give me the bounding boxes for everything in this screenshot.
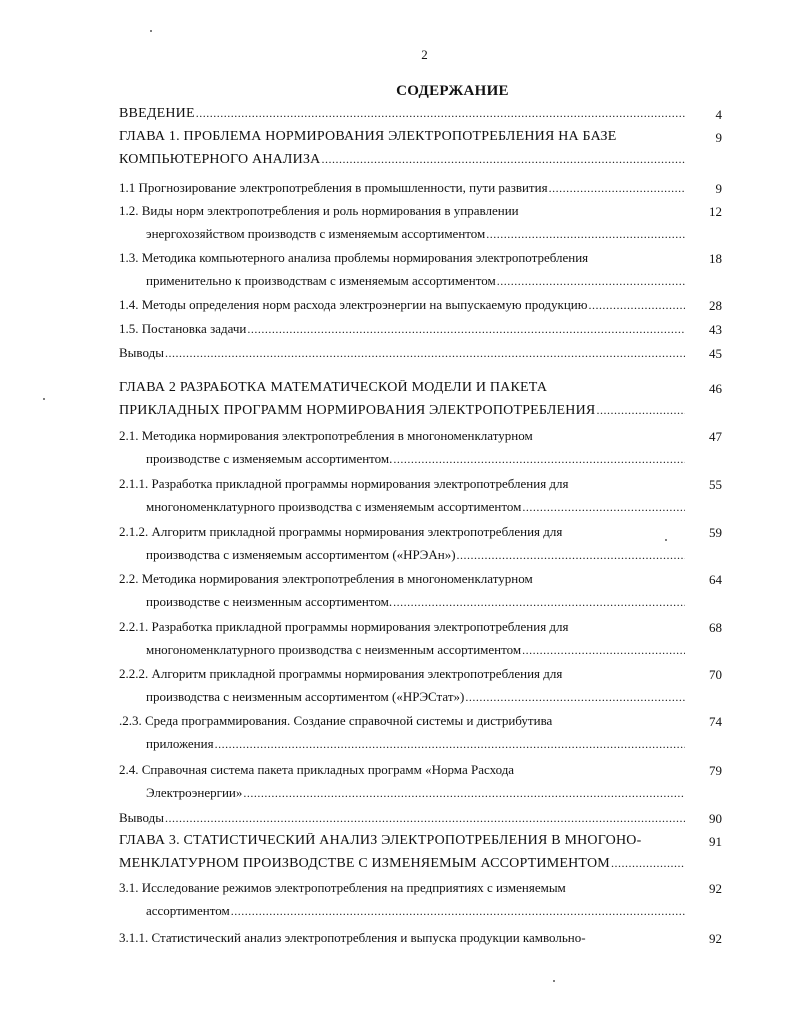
toc-entry-line: [119, 856, 685, 876]
dot-leader: [464, 690, 685, 705]
toc-entry-line: [119, 297, 685, 317]
toc-entry-line: [146, 499, 685, 519]
toc-entry-line: [146, 273, 685, 293]
page-number: 2: [421, 47, 428, 62]
toc-entry-text: ГЛАВА 1. ПРОБЛЕМА НОРМИРОВАНИЯ ЭЛЕКТРОПОТРЕБЛЕНИЯ НА БАЗЕ: [119, 129, 617, 144]
toc-entry-text: Выводы: [119, 810, 164, 825]
dot-leader: [485, 227, 685, 242]
toc-page-number: 59: [709, 525, 722, 540]
toc-page-number: 92: [709, 931, 722, 946]
toc-entry-text: 2.1.1. Разработка прикладной программы нормирования электропотребления для: [119, 476, 569, 491]
toc-entry-text: 2.2. Методика нормирования электропотребления в многономенклатурном: [119, 571, 533, 586]
scan-speck: [43, 398, 45, 400]
toc-entry-text: производстве с неизменным ассортиментом.: [146, 594, 393, 609]
dot-leader: [587, 298, 685, 313]
toc-page-number: 12: [709, 204, 722, 219]
dot-leader: [230, 904, 685, 919]
toc-entry-line: [146, 547, 685, 567]
toc-entry-text: производстве с изменяемым ассортиментом.: [146, 451, 393, 466]
dot-leader: [595, 403, 685, 418]
toc-page-number: 64: [709, 572, 722, 587]
toc-page-number: 4: [715, 107, 722, 122]
scan-speck: [665, 539, 667, 541]
toc-entry-text: 1.2. Виды норм электропотребления и роль нормирования в управлении: [119, 203, 519, 218]
toc-entry-line: [119, 428, 685, 448]
toc-page-number: 9: [715, 130, 722, 145]
toc-page-number: 55: [709, 477, 722, 492]
toc-page-number: 91: [709, 834, 722, 849]
toc-page-number: 74: [709, 714, 722, 729]
toc-entry-text: Выводы: [119, 345, 164, 360]
toc-page-number: 28: [709, 298, 722, 313]
toc-entry-text: 2.1. Методика нормирования электропотребления в многономенклатурном: [119, 428, 533, 443]
toc-entry-line: [119, 250, 685, 270]
toc-page-number: 9: [715, 181, 722, 196]
toc-page-number: 47: [709, 429, 722, 444]
toc-entry-text: применительно к производствам с изменяемым ассортиментом: [146, 273, 496, 288]
toc-entry-line: [146, 226, 685, 246]
toc-page-number: 90: [709, 811, 722, 826]
toc-page-number: 46: [709, 381, 722, 396]
toc-entry-text: ВВЕДЕНИЕ: [119, 106, 195, 121]
toc-entry-line: [119, 833, 685, 853]
toc-entry-line: [119, 762, 685, 782]
dot-leader: [164, 346, 685, 361]
toc-page-number: 18: [709, 251, 722, 266]
page-title: СОДЕРЖАНИЕ: [396, 83, 509, 99]
toc-page-number: 43: [709, 322, 722, 337]
toc-entry-line: [146, 642, 685, 662]
toc-entry-text: многономенклатурного производства с неизменным ассортиментом: [146, 642, 522, 657]
toc-page-number: 70: [709, 667, 722, 682]
toc-entry-text: 1.1 Прогнозирование электропотребления в промышленности, пути развития: [119, 180, 548, 195]
dot-leader: [392, 595, 685, 610]
toc-entry-line: [119, 713, 685, 733]
toc-entry-line: [119, 571, 685, 591]
toc-entry-text: 2.4. Справочная система пакета прикладных программ «Норма Расхода: [119, 762, 515, 777]
dot-leader: [496, 274, 685, 289]
toc-entry-line: [119, 403, 685, 423]
toc-entry-line: [119, 666, 685, 686]
toc-entry-line: [119, 203, 685, 223]
toc-entry-text: 2.2.1. Разработка прикладной программы нормирования электропотребления для: [119, 619, 569, 634]
toc-entry-line: [146, 451, 685, 471]
toc-entry-line: [119, 930, 685, 950]
toc-entry-text: ГЛАВА 2 РАЗРАБОТКА МАТЕМАТИЧЕСКОЙ МОДЕЛИ И ПАКЕТА: [119, 380, 548, 395]
toc-entry-text: ассортиментом: [146, 903, 230, 918]
toc-entry-line: [119, 476, 685, 496]
toc-entry-text: производства с неизменным ассортиментом («НРЭСтат»): [146, 689, 465, 704]
toc-entry-line: [119, 380, 685, 400]
dot-leader: [214, 737, 685, 752]
toc-page-number: 79: [709, 763, 722, 778]
toc-entry-text: ПРИКЛАДНЫХ ПРОГРАММ НОРМИРОВАНИЯ ЭЛЕКТРОПОТРЕБЛЕНИЯ: [119, 403, 596, 418]
dot-leader: [320, 152, 685, 167]
dot-leader: [242, 786, 685, 801]
toc-entry-text: 2.2.2. Алгоритм прикладной программы нормирования электропотребления для: [119, 666, 563, 681]
dot-leader: [164, 811, 685, 826]
toc-entry-text: 3.1. Исследование режимов электропотребления на предприятиях с изменяемым: [119, 880, 566, 895]
toc-entry-text: 1.5. Постановка задачи: [119, 321, 247, 336]
toc-entry-text: энергохозяйством производств с изменяемым ассортиментом: [146, 226, 486, 241]
toc-entry-line: [146, 689, 685, 709]
toc-entry-text: .2.3. Среда программирования. Создание справочной системы и дистрибутива: [119, 713, 553, 728]
toc-entry-line: [119, 810, 685, 830]
toc-entry-line: [146, 785, 685, 805]
toc-entry-text: 3.1.1. Статистический анализ электропотребления и выпуска продукции камвольно-: [119, 930, 586, 945]
toc-entry-text: Электроэнергии»: [146, 785, 243, 800]
dot-leader: [195, 106, 685, 121]
dot-leader: [521, 500, 685, 515]
toc-entry-line: [146, 594, 685, 614]
dot-leader: [246, 322, 685, 337]
toc-page-number: 45: [709, 346, 722, 361]
toc-entry-text: 1.3. Методика компьютерного анализа проблемы нормирования электропотребления: [119, 250, 589, 265]
toc-entry-line: [119, 619, 685, 639]
toc-entry-line: [119, 106, 685, 126]
scan-speck: [553, 980, 555, 982]
toc-entry-text: приложения: [146, 736, 214, 751]
toc-entry-text: 1.4. Методы определения норм расхода электроэнергии на выпускаемую продукцию: [119, 297, 588, 312]
dot-leader: [610, 856, 685, 871]
dot-leader: [392, 452, 685, 467]
toc-entry-line: [119, 180, 685, 200]
dot-leader: [548, 181, 685, 196]
toc-entry-line: [146, 903, 685, 923]
dot-leader: [456, 548, 685, 563]
toc-entry-text: МЕНКЛАТУРНОМ ПРОИЗВОДСТВЕ С ИЗМЕНЯЕМЫМ АССОРТИМЕНТОМ: [119, 856, 610, 871]
toc-entry-text: многономенклатурного производства с изменяемым ассортиментом: [146, 499, 522, 514]
toc-entry-text: производства с изменяемым ассортиментом («НРЭАн»): [146, 547, 456, 562]
toc-entry-line: [119, 345, 685, 365]
toc-entry-text: КОМПЬЮТЕРНОГО АНАЛИЗА: [119, 152, 321, 167]
toc-entry-line: [119, 524, 685, 544]
toc-entry-line: [146, 736, 685, 756]
toc-page-number: 68: [709, 620, 722, 635]
dot-leader: [521, 643, 685, 658]
toc-entry-line: [119, 880, 685, 900]
toc-entry-line: [119, 129, 685, 149]
toc-entry-text: ГЛАВА 3. СТАТИСТИЧЕСКИЙ АНАЛИЗ ЭЛЕКТРОПОТРЕБЛЕНИЯ В МНОГОНО-: [119, 833, 642, 848]
toc-entry-line: [119, 321, 685, 341]
toc-entry-line: [119, 152, 685, 172]
scan-speck: [150, 30, 152, 32]
toc-page-number: 92: [709, 881, 722, 896]
toc-entry-text: 2.1.2. Алгоритм прикладной программы нормирования электропотребления для: [119, 524, 563, 539]
